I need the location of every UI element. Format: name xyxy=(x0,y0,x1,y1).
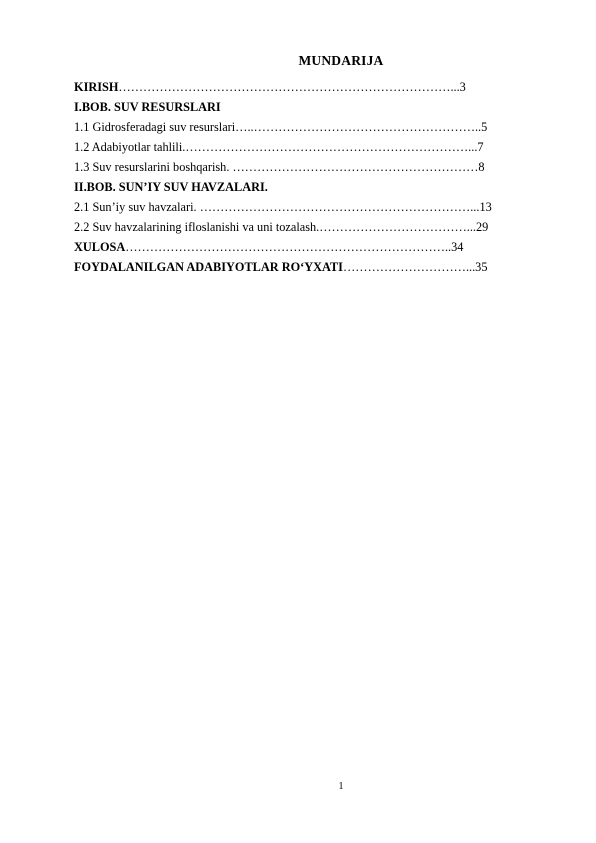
table-of-contents xyxy=(74,79,492,279)
toc-leader-dots: …………………………………………………… xyxy=(232,160,479,174)
toc-leader-dots: ……………………………………………………………... xyxy=(185,140,478,154)
toc-entry-1-1 xyxy=(74,119,492,139)
toc-leader-dots: ………………………………………………………………………... xyxy=(118,80,460,94)
toc-entry-text: FOYDALANILGAN ADABIYOTLAR RO‘YXATI xyxy=(74,260,343,274)
toc-page-number: 13 xyxy=(479,200,492,214)
toc-entry-references xyxy=(74,259,492,279)
toc-entry-text: 2.1 Sun’iy suv havzalari. xyxy=(74,200,200,214)
toc-page-number: 3 xyxy=(459,80,466,94)
toc-leader-dots: …………………………………………………………………….. xyxy=(125,240,452,254)
toc-page-number: 29 xyxy=(476,220,489,234)
toc-leader-dots: …………………………………………………………... xyxy=(199,200,480,214)
page-title: MUNDARIJA xyxy=(298,53,384,68)
toc-entry-text: 1.3 Suv resurslarini boshqarish. xyxy=(74,160,233,174)
toc-entry-text: 2.2 Suv havzalarining ifloslanishi va uni tozalash. xyxy=(74,220,320,234)
toc-entry-xulosa xyxy=(74,239,492,259)
toc-entry-1-2 xyxy=(74,139,492,159)
toc-page-number: 8 xyxy=(478,160,485,174)
toc-entry-text: I.BOB. SUV RESURSLARI xyxy=(74,100,221,114)
toc-entry-text: 1.2 Adabiyotlar tahlili. xyxy=(74,140,186,154)
toc-page-number: 5 xyxy=(481,120,488,134)
toc-entry-text: XULOSA xyxy=(74,240,126,254)
toc-entry-chapter-2 xyxy=(74,179,492,199)
toc-entry-2-2 xyxy=(74,219,492,239)
toc-entry-1-3 xyxy=(74,159,492,179)
toc-entry-text: II.BOB. SUN’IY SUV HAVZALARI. xyxy=(74,180,268,194)
page-number: 1 xyxy=(338,781,344,792)
toc-leader-dots: …………………………... xyxy=(342,260,476,274)
toc-page-number: 34 xyxy=(451,240,464,254)
toc-entry-chapter-1 xyxy=(74,99,492,119)
toc-page-number: 35 xyxy=(475,260,488,274)
toc-entry-text: 1.1 Gidrosferadagi suv resurslari….. xyxy=(74,120,254,134)
toc-entry-text: KIRISH xyxy=(74,80,119,94)
toc-entry-2-1 xyxy=(74,199,492,219)
toc-entry-kirish xyxy=(74,79,492,99)
toc-leader-dots: ………………………………... xyxy=(319,220,477,234)
toc-leader-dots: ……………………………………………….. xyxy=(253,120,482,134)
toc-page-number: 7 xyxy=(477,140,484,154)
